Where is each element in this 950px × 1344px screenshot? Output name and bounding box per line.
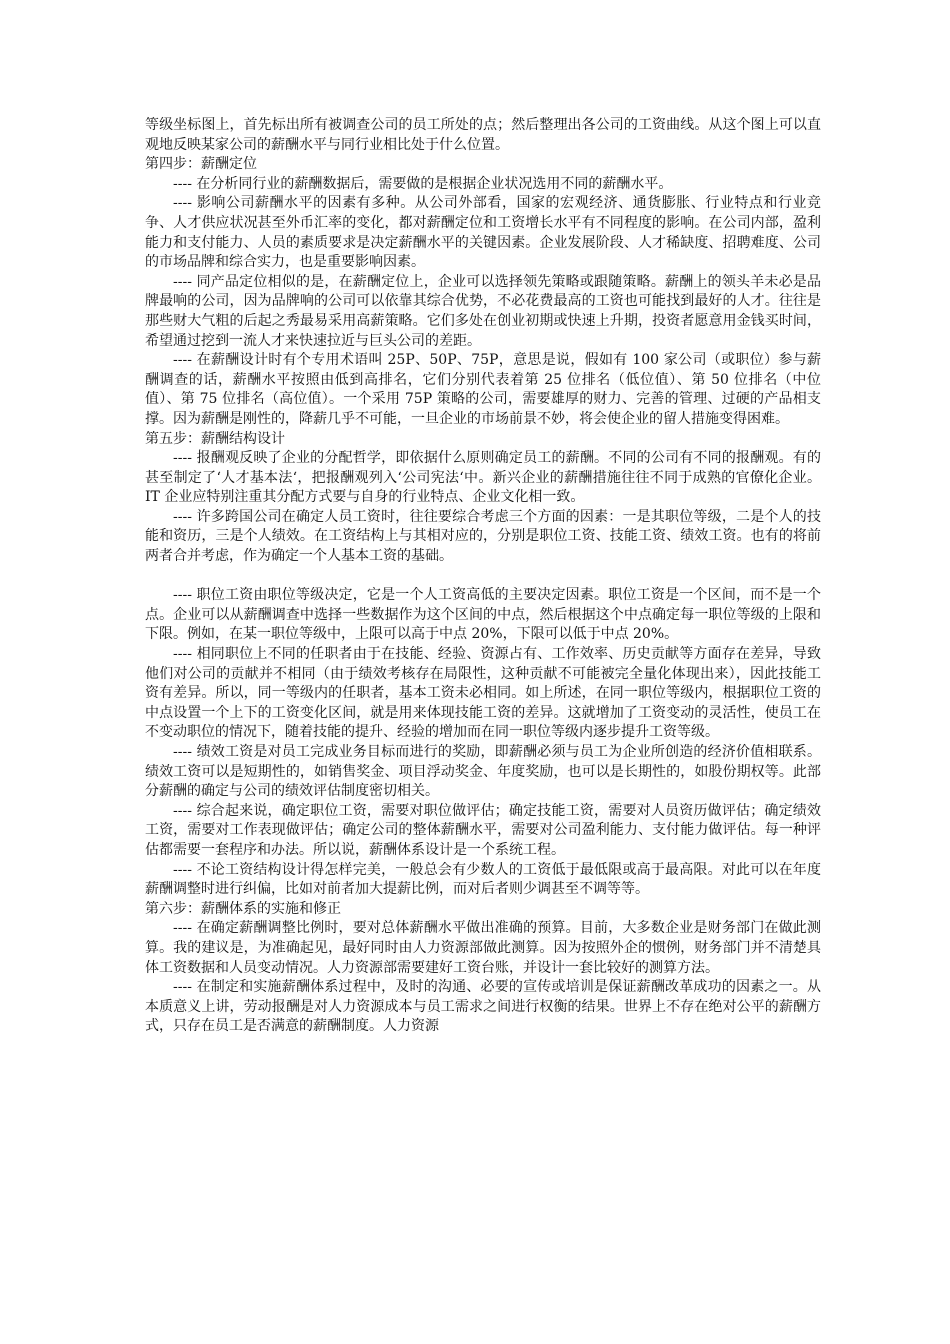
blank-line (145, 567, 821, 587)
paragraph: ---- 报酬观反映了企业的分配哲学，即依据什么原则确定员工的薪酬。不同的公司有不同的报酬观。有的甚至制定了‘人才基本法‘，把报酬观列入‘公司宪法‘中。新兴企业的薪酬措施往往不同于成熟的官僚化企业。IT 企业应特别注重其分配方式要与自身的行业特点、企业文化相一致。 (145, 450, 821, 506)
paragraph: ---- 不论工资结构设计得怎样完美，一般总会有少数人的工资低于最低限或高于最高限。对此可以在年度薪酬调整时进行纠偏，比如对前者加大提薪比例，而对后者则少调甚至不调等等。 (145, 861, 821, 898)
paragraph: ---- 在薪酬设计时有个专用术语叫 25P、50P、75P，意思是说，假如有 100 家公司（或职位）参与薪酬调查的话，薪酬水平按照由低到高排名，它们分别代表着第 25 位排名（低位值）、第 50 位排名（中位值）、第 75 位排名（高位值）。一个采用 75P 策略的公司，需要雄厚的财力、完善的管理、过硬的产品相支撑。因为薪酬是刚性的，降薪几乎不可能，一旦企业的市场前景不妙，将会使企业的留人措施变得困难。 (145, 352, 821, 427)
paragraph: ---- 综合起来说，确定职位工资，需要对职位做评估；确定技能工资，需要对人员资历做评估；确定绩效工资，需要对工作表现做评估；确定公司的整体薪酬水平，需要对公司盈利能力、支付能力做评估。每一种评估都需要一套程序和办法。所以说，薪酬体系设计是一个系统工程。 (145, 802, 821, 858)
paragraph: ---- 职位工资由职位等级决定，它是一个人工资高低的主要决定因素。职位工资是一个区间，而不是一个点。企业可以从薪酬调查中选择一些数据作为这个区间的中点，然后根据这个中点确定每一职位等级的上限和下限。例如，在某一职位等级中，上限可以高于中点 20%，下限可以低于中点 20%。 (145, 587, 821, 643)
paragraph: ---- 影响公司薪酬水平的因素有多种。从公司外部看，国家的宏观经济、通货膨胀、行业特点和行业竞争、人才供应状况甚至外币汇率的变化，都对薪酬定位和工资增长水平有不同程度的影响。在公司内部，盈利能力和支付能力、人员的素质要求是决定薪酬水平的关键因素。企业发展阶段、人才稀缺度、招聘难度、公司的市场品牌和综合实力，也是重要影响因素。 (145, 195, 821, 271)
section-heading: 第六步：薪酬体系的实施和修正 (145, 900, 341, 917)
paragraph: ---- 相同职位上不同的任职者由于在技能、经验、资源占有、工作效率、历史贡献等方面存在差异，导致他们对公司的贡献并不相同（由于绩效考核存在局限性，这种贡献不可能被完全量化体现出来），因此技能工资有差异。所以，同一等级内的任职者，基本工资未必相同。如上所述，在同一职位等级内，根据职位工资的中点设置一个上下的工资变化区间，就是用来体现技能工资的差异。这就增加了工资变动的灵活性，使员工在不变动职位的情况下，随着技能的提升、经验的增加而在同一职位等级内逐步提升工资等级。 (145, 646, 821, 741)
paragraph: ---- 在分析同行业的薪酬数据后，需要做的是根据企业状况选用不同的薪酬水平。 (173, 175, 673, 192)
paragraph: ---- 绩效工资是对员工完成业务目标而进行的奖励，即薪酬必须与员工为企业所创造的经济价值相联系。绩效工资可以是短期性的，如销售奖金、项目浮动奖金、年度奖励，也可以是长期性的，如股份期权等。此部分薪酬的确定与公司的绩效评估制度密切相关。 (145, 744, 821, 800)
document-page (145, 116, 821, 1037)
section-heading: 第五步：薪酬结构设计 (145, 430, 285, 447)
paragraph: ---- 在确定薪酬调整比例时，要对总体薪酬水平做出准确的预算。目前，大多数企业是财务部门在做此测算。我的建议是，为准确起见，最好同时由人力资源部做此测算。因为按照外企的惯例，财务部门并不清楚具体工资数据和人员变动情况。人力资源部需要建好工资台账，并设计一套比较好的测算方法。 (145, 920, 821, 976)
paragraph: 等级坐标图上，首先标出所有被调查公司的员工所处的点；然后整理出各公司的工资曲线。从这个图上可以直观地反映某家公司的薪酬水平与同行业相比处于什么位置。 (145, 117, 821, 153)
paragraph: ---- 许多跨国公司在确定人员工资时，往往要综合考虑三个方面的因素：一是其职位等级，二是个人的技能和资历，三是个人绩效。在工资结构上与其相对应的，分别是职位工资、技能工资、绩效工资。也有的将前两者合并考虑，作为确定一个人基本工资的基础。 (145, 508, 821, 565)
paragraph: ---- 在制定和实施薪酬体系过程中，及时的沟通、必要的宣传或培训是保证薪酬改革成功的因素之一。从本质意义上讲，劳动报酬是对人力资源成本与员工需求之间进行权衡的结果。世界上不存在绝对公平的薪酬方式，只存在员工是否满意的薪酬制度。人力资源 (145, 979, 821, 1035)
paragraph: ---- 同产品定位相似的是，在薪酬定位上，企业可以选择领先策略或跟随策略。薪酬上的领头羊未必是品牌最响的公司，因为品牌响的公司可以依靠其综合优势，不必花费最高的工资也可能找到最好的人才。往往是那些财大气粗的后起之秀最易采用高薪策略。它们多处在创业初期或快速上升期，投资者愿意用金钱买时间，希望通过挖到一流人才来快速拉近与巨头公司的差距。 (145, 273, 821, 349)
section-heading: 第四步：薪酬定位 (145, 156, 257, 173)
